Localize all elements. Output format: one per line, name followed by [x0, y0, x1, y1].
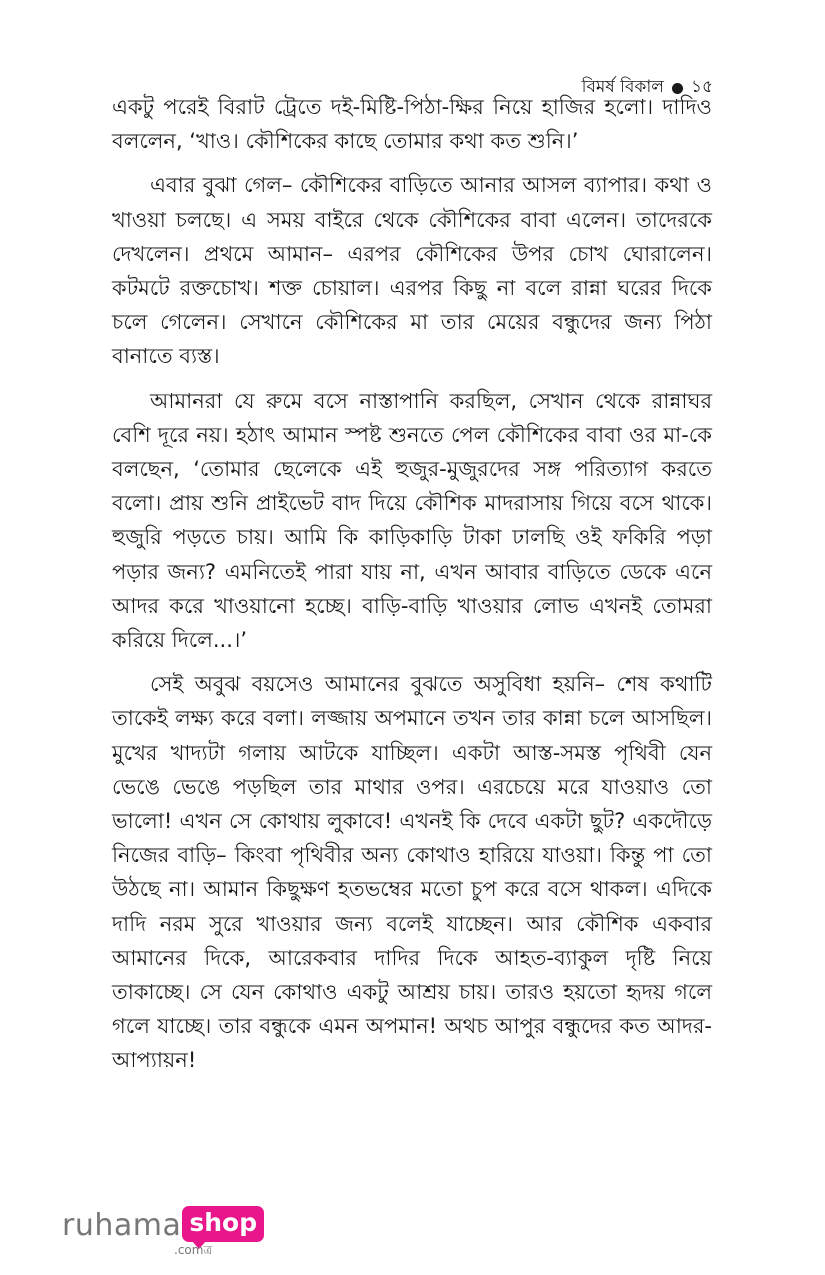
page-number: ১৫: [690, 77, 713, 97]
paragraph-2: এবার বুঝা গেল– কৌশিকের বাড়িতে আনার আসল ব্যাপার। কথা ও খাওয়া চলছে। এ সময় বাইরে থেকে কৌশিকের বাবা এলেন। তাদেরকে দেখলেন। প্রথমে আমান– এরপর কৌশিকের উপর চোখ ঘোরালেন। কটমটে রক্তচোখ। শক্ত চোয়াল। এরপর কিছু না বলে রান্না ঘরের দিকে চলে গেলেন। সেখানে কৌশিকের মা তার মেয়ের বন্ধুদের জন্য পিঠা বানাতে ব্যস্ত।: [112, 173, 712, 369]
ruhamashop-watermark-logo: [62, 1206, 264, 1257]
paragraph-3: আমানরা যে রুমে বসে নাস্তাপানি করছিল, সেখান থেকে রান্নাঘর বেশি দূরে নয়। হঠাৎ আমান স্পষ্ট শুনতে পেল কৌশিকের বাবা ওর মা-কে বলছেন, ‘তোমার ছেলেকে এই হুজুর-মুজুরদের সঙ্গ পরিত্যাগ করতে বলো। প্রায় শুনি প্রাইভেট বাদ দিয়ে কৌশিক মাদরাসায় গিয়ে বসে থাকে। হুজুরি পড়তে চায়। আমি কি কাড়িকাড়ি টাকা ঢালছি ওই ফকিরি পড়া পড়ার জন্য? এমনিতেই পারা যায় না, এখন আবার বাড়িতে ডেকে এনে আদর করে খাওয়ানো হচ্ছে। বাড়ি-বাড়ি খাওয়ার লোভ এখনই তোমরা করিয়ে দিলে...।’: [112, 388, 712, 653]
paragraph-1: একটু পরেই বিরাট ট্রেতে দই-মিষ্টি-পিঠা-ক্ষির নিয়ে হাজির হলো। দাদিও বললেন, ‘খাও। কৌশিকের কাছে তোমার কথা কত শুনি।’: [112, 95, 712, 154]
logo-shop-badge: shop: [182, 1206, 264, 1242]
logo-domain: .comত্র: [174, 1243, 213, 1257]
logo-brand-word: ruhama: [62, 1208, 182, 1243]
paragraph-4: সেই অবুঝ বয়সেও আমানের বুঝতে অসুবিধা হয়নি– শেষ কথাটি তাকেই লক্ষ্য করে বলা। লজ্জায় অপমানে তখন তার কান্না চলে আসছিল। মুখের খাদ্যটা গলায় আটকে যাচ্ছিল। একটা আস্ত-সমস্ত পৃথিবী যেন ভেঙে ভেঙে পড়ছিল তার মাথার ওপর। এরচেয়ে মরে যাওয়াও তো ভালো! এখন সে কোথায় লুকাবে! এখনই কি দেবে একটা ছুট? একদৌড়ে নিজের বাড়ি– কিংবা পৃথিবীর অন্য কোথাও হারিয়ে যাওয়া। কিন্তু পা তো উঠছে না। আমান কিছুক্ষণ হতভম্বের মতো চুপ করে বসে থাকল। এদিকে দাদি নরম সুরে খাওয়ার জন্য বলেই যাচ্ছেন। আর কৌশিক একবার আমানের দিকে, আরেকবার দাদির দিকে আহত-ব্যাকুল দৃষ্টি নিয়ে তাকাচ্ছে। সে যেন কোথাও একটু আশ্রয় চায়। তারও হয়তো হৃদয় গলে গলে যাচ্ছে। তার বন্ধুকে এমন অপমান! অথচ আপুর বন্ধুদের কত আদর-আপ্যায়ন!: [112, 672, 712, 1073]
page-body: [112, 90, 712, 1078]
chapter-title: বিমর্ষ বিকাল: [581, 77, 664, 97]
